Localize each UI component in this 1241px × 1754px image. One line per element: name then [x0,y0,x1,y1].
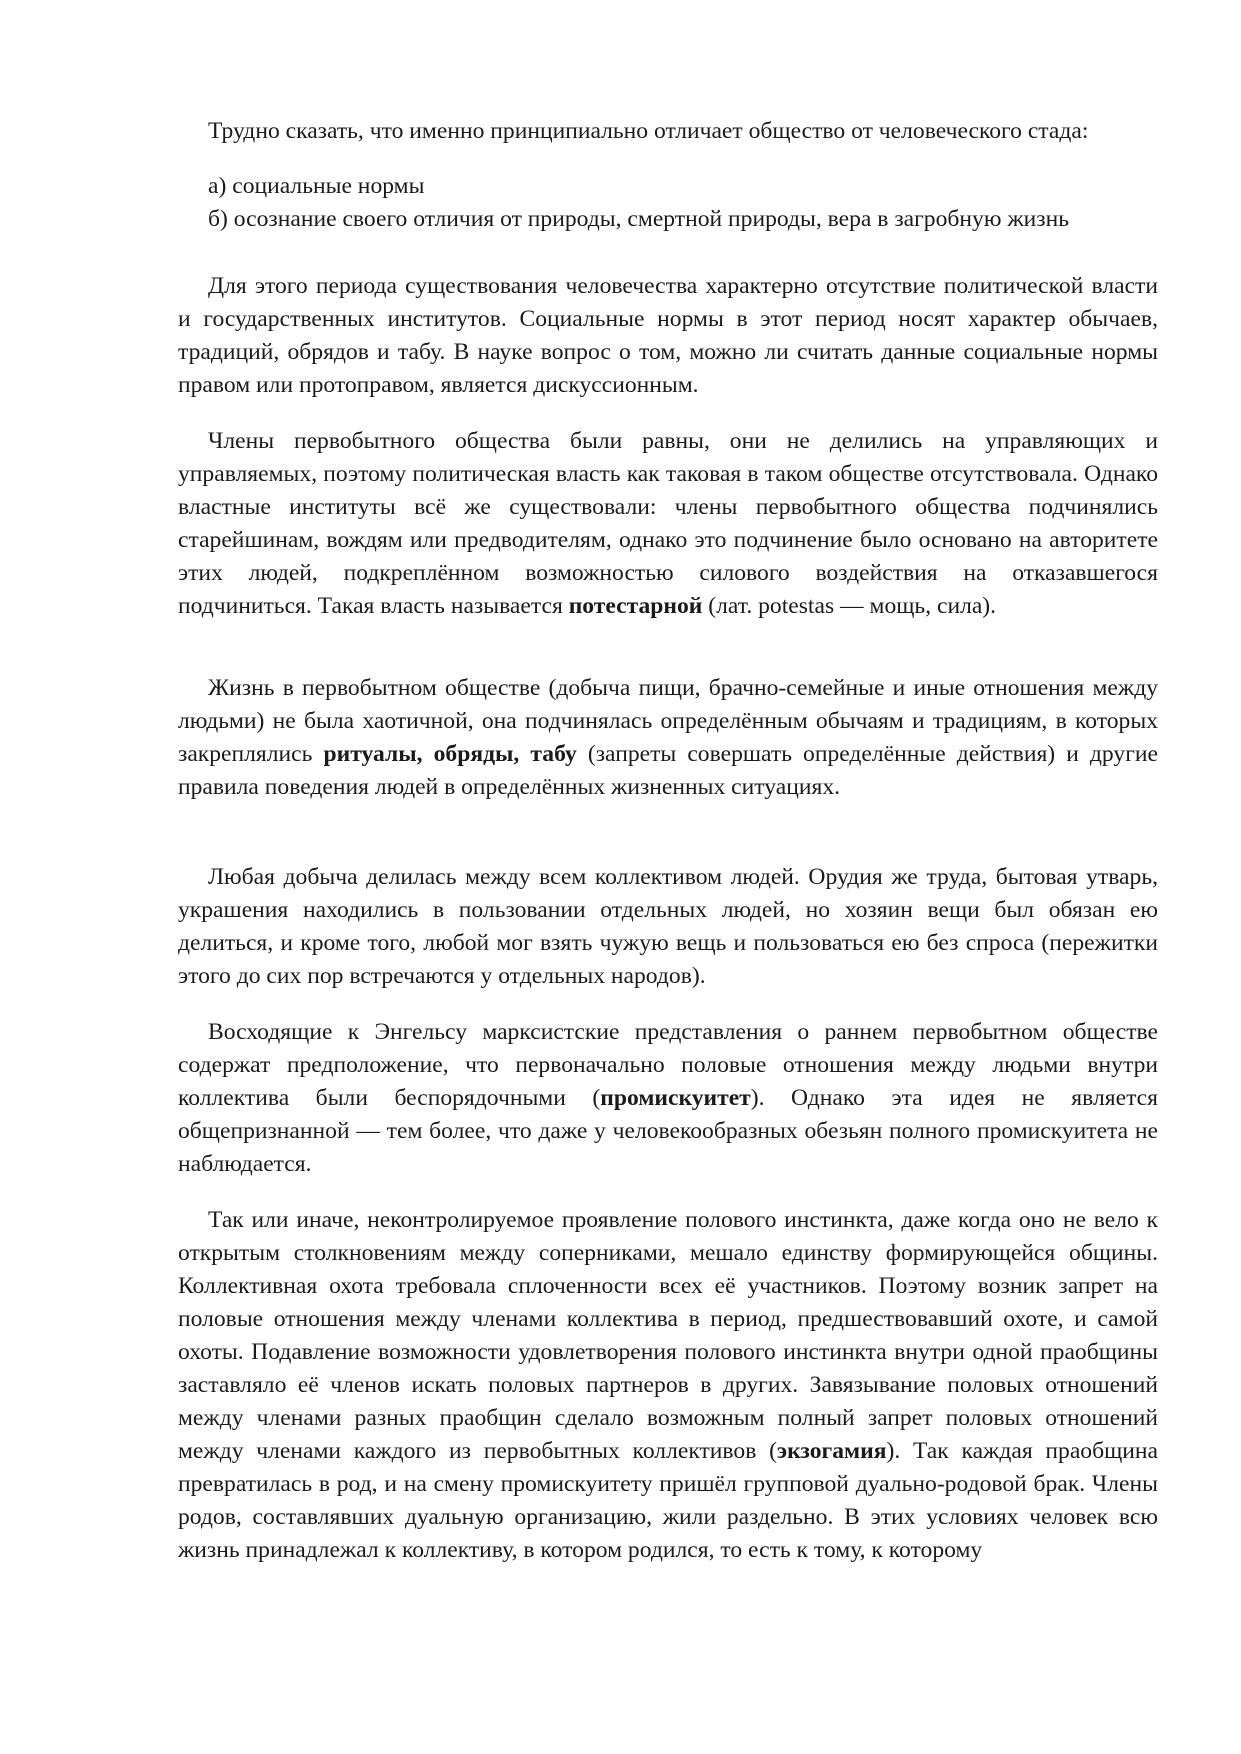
term-promiscuity: промискуитет [600,1085,751,1111]
term-rituals: ритуалы, обряды, табу [323,741,577,767]
intro-line: Трудно сказать, что именно принципиально отличает общество от человеческого стада: [208,118,1089,144]
criteria-list [208,170,1168,236]
paragraph-no-political-power: Для этого периода существования человечества характерно отсутствие политической власти и государственных институтов. Социальные нормы в этот период носят характер обычаев, традиций, обрядов и табу. В науке вопрос о том, можно ли считать данные социальные нормы правом или протоправом, является дискуссионным. [178,273,1158,398]
text-segment: (запреты совершать определённые действия) и другие правила поведения людей в определённых жизненных ситуациях. [178,741,1158,800]
paragraph-customs [178,672,1158,804]
text-segment: (лат. potestas — мощь, сила). [702,593,997,619]
paragraph-potestary-power [178,425,1158,623]
text-segment: ). Однако эта идея не является общепризнанной — тем более, что даже у человекообразных обезьян полного промискуитета не наблюдается. [178,1085,1159,1177]
text-segment: Восходящие к Энгельсу марксистские представления о раннем первобытном обществе содержат предположение, что первоначально половые отношения между людьми внутри коллектива были беспорядочными ( [178,1019,1158,1111]
list-item-a: а) социальные нормы [208,173,425,199]
paragraph-property: Любая добыча делилась между всем коллективом людей. Орудия же труда, бытовая утварь, украшения находились в пользовании отдельных людей, но хозяин вещи был обязан ею делиться, и кроме того, любой мог взять чужую вещь и пользоваться ею без спроса (пережитки этого до сих пор встречаются у отдельных народов). [178,864,1158,989]
text-segment: ). Так каждая праобщина превратилась в род, и на смену промискуитету пришёл групповой дуально-родовой брак. Члены родов, составлявших дуальную организацию, жили раздельно. В этих условиях человек всю жизнь принадлежал к коллективу, в котором родился, то есть к тому, к которому [178,1438,1158,1563]
text-segment: Жизнь в первобытном обществе (добыча пищи, брачно-семейные и иные отношения между людьми) не была хаотичной, она подчинялась определённым обычаям и традициям, в которых закреплялись [178,675,1158,767]
text-segment: Члены первобытного общества были равны, они не делились на управляющих и управляемых, поэтому политическая власть как таковая в таком обществе отсутствовала. Однако властные институты всё же существовали: члены первобытного общества подчинялись старейшинам, вождям или предводителям, однако это подчинение было основано на авторитете этих людей, подкреплённом возможностью силового воздействия на отказавшегося подчиниться. Такая власть называется [178,428,1158,619]
term-potestary: потестарной [568,593,703,619]
term-exogamy: экзогамия [776,1438,887,1464]
text-segment: Так или иначе, неконтролируемое проявление полового инстинкта, даже когда оно не вело к открытым столкновениям между соперниками, мешало единству формирующейся общины. Коллективная охота требовала сплоченности всех её участников. Поэтому возник запрет на половые отношения между членами коллектива в период, предшествовавший охоте, и самой охоты. Подавление возможности удовлетворения полового инстинкта внутри одной праобщины заставляло её членов искать половых партнеров в других. Завязывание половых отношений между членами разных праобщин сделало возможным полный запрет половых отношений между членами каждого из первобытных коллективов ( [178,1207,1158,1464]
paragraph-exogamy [178,1204,1158,1567]
list-item-b: б) осознание своего отличия от природы, смертной природы, вера в загробную жизнь [208,206,1069,232]
paragraph-promiscuity [178,1016,1158,1181]
